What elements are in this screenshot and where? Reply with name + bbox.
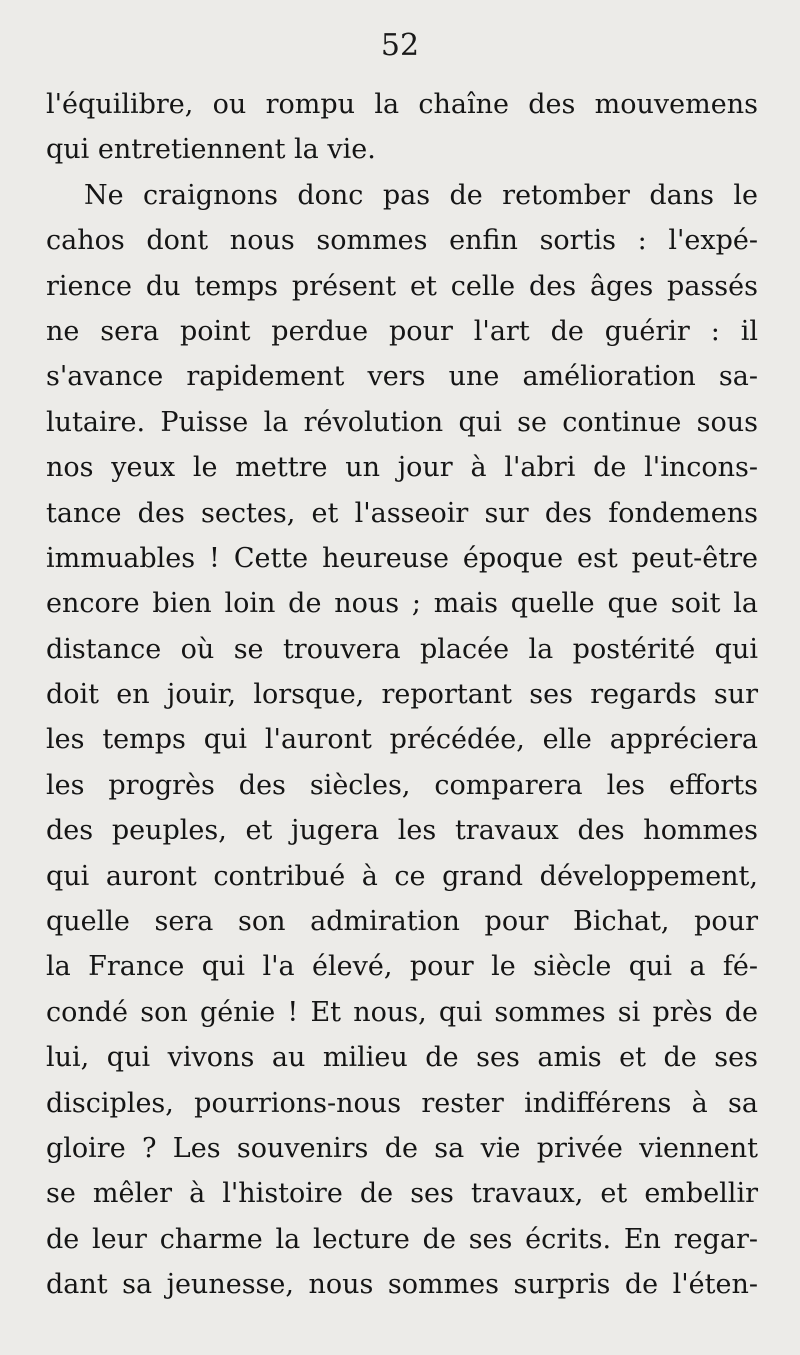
- text-line: immuables ! Cette heureuse époque est peut-être: [46, 542, 758, 574]
- text-line: la France qui l'a élevé, pour le siècle qui a fé-: [46, 951, 758, 983]
- text-line: dant sa jeunesse, nous sommes surpris de l'éten-: [46, 1269, 758, 1301]
- text-line: de leur charme la lecture de ses écrits. En regar-: [46, 1223, 758, 1255]
- text-line: encore bien loin de nous ; mais quelle que soit la: [46, 588, 758, 620]
- text-line: disciples, pourrions-nous rester indifférens à sa: [46, 1087, 758, 1119]
- text-line: Ne craignons donc pas de retomber dans le: [84, 179, 758, 211]
- text-line: qui auront contribué à ce grand développement,: [46, 860, 758, 892]
- text-line: lui, qui vivons au milieu de ses amis et de ses: [46, 1042, 758, 1074]
- text-line: gloire ? Les souvenirs de sa vie privée viennent: [46, 1132, 758, 1164]
- text-line: tance des sectes, et l'asseoir sur des fondemens: [46, 497, 758, 529]
- text-line: distance où se trouvera placée la postérité qui: [46, 633, 758, 665]
- text-line: des peuples, et jugera les travaux des hommes: [46, 815, 758, 847]
- text-line: nos yeux le mettre un jour à l'abri de l'incons-: [46, 452, 758, 484]
- text-line: les progrès des siècles, comparera les efforts: [46, 769, 758, 801]
- body-text: [46, 82, 758, 1308]
- text-line: doit en jouir, lorsque, reportant ses regards sur: [46, 679, 758, 711]
- text-line: s'avance rapidement vers une amélioration sa-: [46, 361, 758, 393]
- text-line: les temps qui l'auront précédée, elle appréciera: [46, 724, 758, 756]
- text-line: condé son génie ! Et nous, qui sommes si près de: [46, 996, 758, 1028]
- page-number: 52: [380, 28, 420, 63]
- text-line: se mêler à l'histoire de ses travaux, et embellir: [46, 1178, 758, 1210]
- text-line: l'équilibre, ou rompu la chaîne des mouvemens: [46, 89, 758, 120]
- text-line: ne sera point perdue pour l'art de guérir : il: [46, 315, 758, 347]
- text-line: qui entretiennent la vie.: [46, 134, 376, 166]
- text-line: cahos dont nous sommes enfin sortis : l'expé-: [46, 225, 758, 257]
- text-line: rience du temps présent et celle des âges passés: [46, 270, 758, 302]
- text-line: lutaire. Puisse la révolution qui se continue sous: [46, 406, 758, 438]
- text-line: quelle sera son admiration pour Bichat, pour: [46, 906, 758, 938]
